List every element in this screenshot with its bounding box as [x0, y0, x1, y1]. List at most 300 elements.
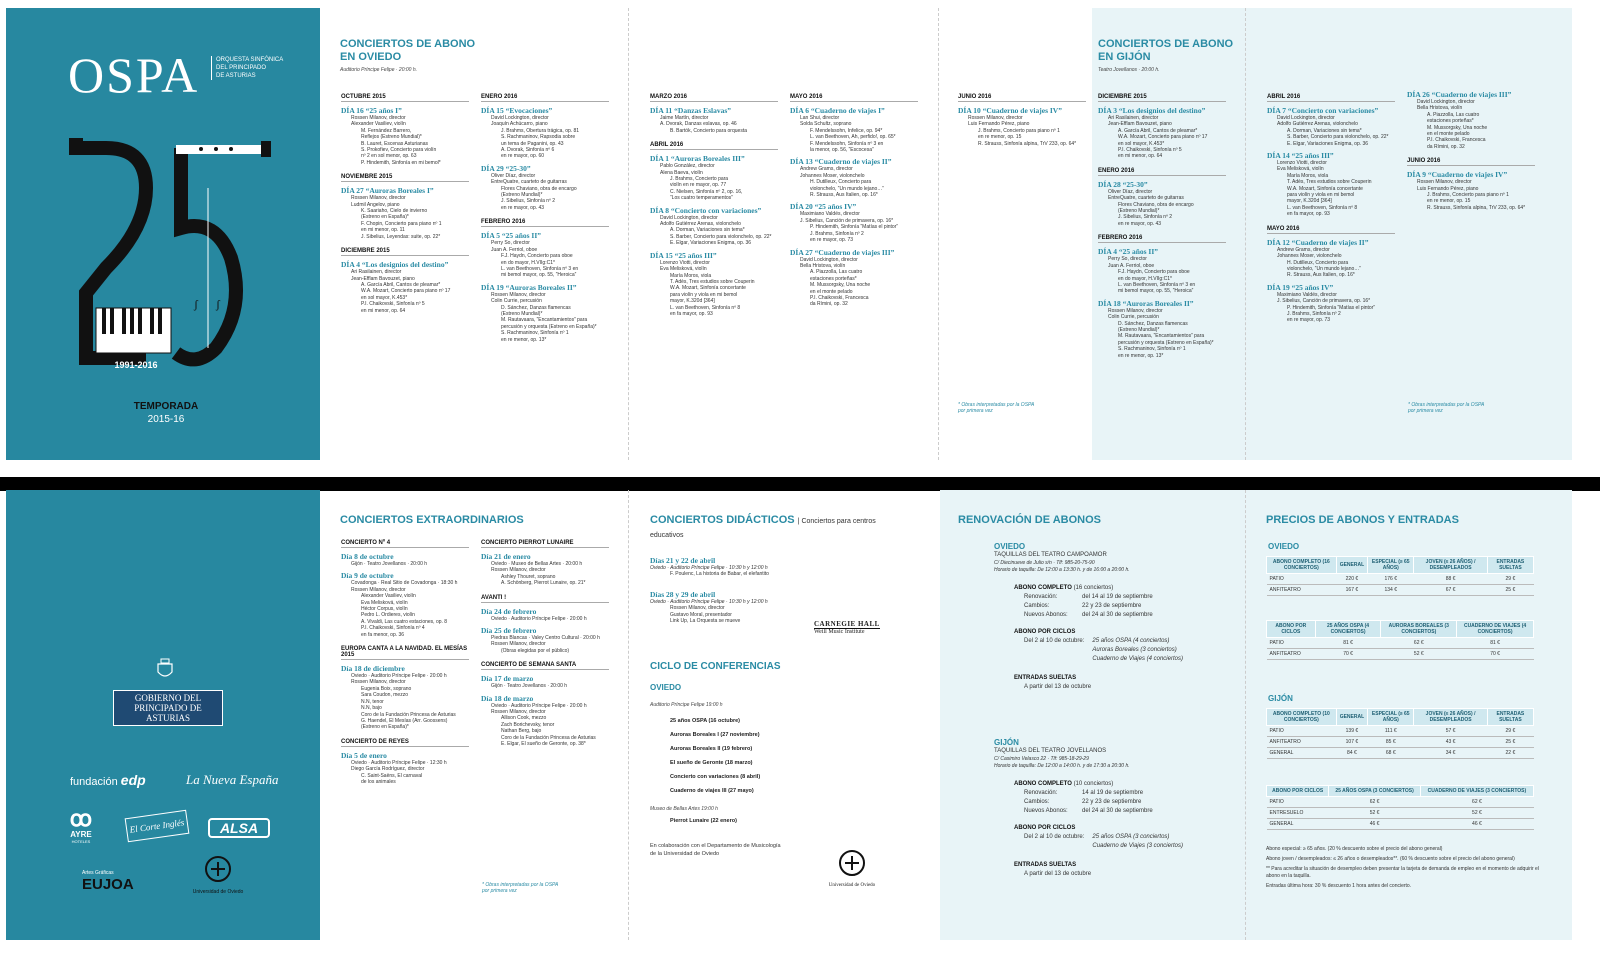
ciclo-entry: Cuaderno de Viajes (4 conciertos): [1092, 656, 1183, 662]
concert-line: en fa mayor, op. 93: [1287, 211, 1330, 218]
fold-line: [628, 8, 629, 460]
ciclo-item: 25 años OSPA (16 octubre): [670, 718, 740, 724]
table-cell: 29 €: [1487, 574, 1533, 585]
concert-line: Bella Hristova, violín: [800, 262, 846, 269]
schedule-column: [958, 86, 1086, 147]
gijon-title: CONCIERTOS DE ABONO EN GIJÓN: [1098, 38, 1234, 63]
table-cell: PATIO: [1267, 638, 1316, 649]
concert-line: (Estreno Mundial)*: [501, 310, 543, 317]
concert-line: A. Piazzolla, Las cuatro: [1427, 111, 1480, 118]
renov-row-value: del 14 al 19 de septiembre: [1082, 594, 1153, 600]
didactic-day: Días 21 y 22 de abril: [650, 556, 716, 565]
month-header: ABRIL 2016: [650, 142, 778, 150]
concert-line: Covadonga · Real Sitio de Covadonga · 18:30 h: [351, 580, 458, 587]
table-header-row: [1267, 709, 1534, 726]
concert-line: P. Hindemith, Sinfonía “Matías el pintor”: [1287, 304, 1376, 311]
table-cell: 62 €: [1381, 638, 1457, 649]
concert-line: para violín y viola en mi bemol: [1287, 192, 1355, 199]
concert-line: en mi menor, op. 11: [361, 227, 405, 234]
table-cell: 52 €: [1381, 649, 1457, 660]
season-label: [106, 400, 226, 426]
concert-day: DÍA 27 “Auroras Boreales I”: [341, 186, 434, 196]
table-header-cell: 25 AÑOS OSPA (4 CONCIERTOS): [1315, 621, 1381, 638]
table-cell: 81 €: [1315, 638, 1381, 649]
concert-line: en re menor, op. 13*: [501, 336, 547, 343]
concert-line: A. Dorman, Variaciones sin tema*: [1287, 127, 1362, 134]
table-header-cell: ENTRADAS SUELTAS: [1487, 557, 1533, 574]
concert-line: A. García Abril, Cantos de pleamar*: [1118, 127, 1198, 134]
ciclo-item: Concierto con variaciones (8 abril): [670, 774, 761, 780]
ciclos-date: Del 2 al 10 de octubre:: [1024, 638, 1085, 644]
ciclo-item: Auroras Boreales I (27 noviembre): [670, 732, 760, 738]
renov-oviedo-taquillas: TAQUILLAS DEL TEATRO CAMPOAMOR: [994, 552, 1107, 558]
eujoa-text: EUJOA: [82, 876, 134, 893]
svg-text:ʃ: ʃ: [216, 297, 220, 311]
concert-line: violonchelo, “Un mundo lejano…”: [810, 185, 884, 192]
table-cell: 43 €: [1414, 737, 1487, 748]
concert-line: Oviedo · Auditorio Príncipe Felipe · 20:00 h: [491, 615, 587, 622]
concert-line: Rossen Milanov, director: [351, 195, 406, 202]
table-header-cell: GENERAL: [1336, 709, 1367, 726]
svg-text:ʃ: ʃ: [194, 297, 198, 311]
table-cell: PATIO: [1267, 574, 1337, 585]
concert-line: P.I. Chaikovski, Sinfonía nº 4: [361, 625, 425, 632]
table-cell: PATIO: [1267, 797, 1329, 808]
concert-line: (Estreno Mundial)*: [1118, 208, 1160, 215]
fundacion-text: fundación: [70, 776, 118, 788]
corte-ingles-logo: El Corte Inglés: [125, 810, 190, 842]
concert-line: (Estreno en España)*: [361, 214, 409, 221]
concert-line: S. Rachmaninov, Sinfonía nº 1: [1118, 346, 1186, 353]
concert-line: Rossen Milanov, director: [491, 709, 546, 716]
concert-line: en re mayor, op. 73: [1287, 317, 1331, 324]
table-row: [1267, 574, 1534, 585]
ayre-sub: HOTELES: [71, 839, 91, 844]
table-cell: 67 €: [1414, 585, 1487, 596]
concert-line: Rossen Milanov, director: [491, 291, 546, 298]
concert-line: W.A. Mozart, Sinfonía concertante: [1287, 185, 1363, 192]
museo-venue: Museo de Bellas Artes 19:00 h: [650, 806, 718, 812]
renov-row: [1014, 611, 1234, 620]
table-header-row: [1267, 557, 1534, 574]
concert-line: María Moros, viola: [1287, 172, 1329, 179]
concert-line: L. van Beethoven, Sinfonía nº 8: [1287, 204, 1358, 211]
table-cell: ANFITEATRO: [1267, 737, 1337, 748]
table-row: [1267, 585, 1534, 596]
extra-note: * Obras interpretadas por la OSPA por primera vez: [482, 882, 559, 894]
concert-line: F.J. Haydn, Concierto para oboe: [501, 253, 573, 260]
sueltas-label: ENTRADAS SUELTAS: [1014, 862, 1077, 868]
concert-line: mi bemol mayor, op. 55, “Heroica”: [501, 272, 577, 279]
table-cell: 46 €: [1420, 819, 1533, 830]
renov-row-label: Nuevos Abonos:: [1024, 808, 1068, 814]
concert-line: W.A. Mozart, Concierto para piano nº 17: [361, 288, 451, 295]
renov-row: [1014, 593, 1234, 602]
concert-day: DÍA 16 “25 años I”: [341, 106, 402, 115]
table-cell: 22 €: [1487, 748, 1533, 759]
concert-line: da Rímini, op. 32: [1427, 143, 1465, 150]
month-header: MAYO 2016: [790, 94, 918, 102]
concert-line: J. Sibelius, Canción de primavera, op. 16*: [1277, 298, 1371, 305]
concert-day: DÍA 7 “Concierto con variaciones”: [1267, 106, 1379, 115]
concert-line: estaciones porteñas*: [1427, 118, 1474, 125]
colab-text: En colaboración con el Departamento de Musicología de la Universidad de Oviedo: [650, 843, 781, 857]
table-cell: 52 €: [1420, 808, 1533, 819]
concert-line: W.A. Mozart, Concierto para piano nº 17: [1118, 134, 1208, 141]
concert-day: DÍA 13 “Cuaderno de viajes II”: [790, 157, 892, 167]
concert-line: María Moros, viola: [670, 272, 712, 279]
concert-line: en re mayor, op. 60: [501, 153, 545, 160]
renov-row-value: del 24 al 30 de septiembre: [1082, 808, 1153, 814]
concert-line: (Estreno en España)*: [361, 724, 409, 731]
month-header: CONCIERTO DE REYES: [341, 739, 469, 747]
concert-line: David Lockington, director: [660, 214, 718, 221]
concert-day: DÍA 27 “Cuaderno de viajes III”: [790, 247, 895, 257]
concert-day: DÍA 28 “25-30”: [1098, 179, 1148, 189]
concert-day: DÍA 12 “Cuaderno de viajes II”: [1267, 237, 1369, 247]
concert-line: violonchelo, “Un mundo lejano…”: [1287, 265, 1361, 272]
uni-oviedo-logo: [190, 854, 246, 895]
table-cell: 46 €: [1329, 819, 1421, 830]
concert-line: la menor, op. 56, “Escocesa”: [810, 147, 874, 154]
renov-row-label: Renovación:: [1024, 790, 1058, 796]
table-cell: 139 €: [1336, 726, 1367, 737]
uni-oviedo-didact-logo: [820, 848, 884, 888]
concert-line: Luis Fernando Pérez, piano: [1417, 185, 1479, 192]
concert-line: violín en re mayor, op. 77: [670, 182, 727, 189]
concert-line: L. van Beethoven, Ah, perfido!, op. 65*: [810, 134, 896, 141]
renov-row: [1014, 789, 1234, 798]
sueltas-date: A partir del 13 de octubre: [1024, 684, 1092, 690]
renov-oviedo-abono: [994, 584, 1234, 692]
concert-line: Lorenzo Viotti, director: [660, 259, 710, 266]
concert-line: D. Sánchez, Danzas flamencas: [501, 304, 571, 311]
concert-line: Flores Chaviano, obra de encargo: [1118, 201, 1194, 208]
concert-line: Oliver Díaz, director: [1108, 188, 1153, 195]
price-note: ** Para acreditar la situación de desempleo deben presentar la tarjeta de demanda de empleo en el momento de adquirir el abono en la taquilla.: [1266, 866, 1539, 879]
concert-line: Pablo González, director: [660, 163, 715, 170]
concert-line: Eva Melisková, violín: [361, 599, 408, 606]
edp-text: edp: [120, 772, 146, 788]
concert-line: Oviedo · Auditorio Príncipe Felipe · 12:30 h: [351, 759, 447, 766]
month-header: OCTUBRE 2015: [341, 94, 469, 102]
concert-day: Día 9 de octubre: [341, 571, 394, 581]
schedule-column: [1098, 86, 1226, 359]
didacticos-section: [650, 514, 910, 632]
table-cell: 70 €: [1457, 649, 1534, 660]
concert-day: Día 5 de enero: [341, 750, 387, 760]
concert-line: F.J. Haydn, Concierto para oboe: [1118, 269, 1190, 276]
concert-day: DÍA 19 “25 años IV”: [1267, 282, 1334, 292]
oviedo-note: * Obras interpretadas por la OSPA por primera vez: [958, 402, 1035, 414]
gijon-abono-section: [1098, 38, 1233, 73]
table-cell: 88 €: [1414, 574, 1487, 585]
concert-line: Eugenia Boix, soprano: [361, 685, 412, 692]
concert-line: mayor, K.320d [364]: [1287, 198, 1332, 205]
ciclo-item: Cuaderno de viajes III (27 mayo): [670, 788, 754, 794]
concert-day: Día 24 de febrero: [481, 606, 537, 616]
month-header: ENERO 2016: [1098, 168, 1226, 176]
concert-day: DÍA 1 “Auroras Boreales III”: [650, 154, 745, 164]
concert-line: F. Chopin, Concierto para piano nº 1: [361, 220, 442, 227]
concert-line: para violín y viola en mi bemol: [670, 291, 738, 298]
concert-day: DÍA 8 “Concierto con variaciones”: [650, 205, 762, 215]
eujoa-logo: [82, 870, 134, 893]
fold-line: [1245, 490, 1246, 940]
concert-line: Maximiano Valdés, director: [800, 211, 860, 218]
fold-line: [938, 8, 939, 460]
oviedo-venue: Auditorio Príncipe Felipe · 20:00 h.: [340, 67, 417, 73]
concert-line: P.I. Chaikovski, Sinfonía nº 5: [1118, 147, 1182, 154]
table-cell: ENTRESUELO: [1267, 808, 1329, 819]
concert-line: S. Prokofiev, Concierto para violín: [361, 147, 437, 154]
ciclo-venue: Auditorio Príncipe Felipe 19:00 h: [650, 702, 723, 708]
concert-line: estaciones porteñas*: [810, 275, 857, 282]
concert-line: Andrew Grams, director: [800, 166, 853, 173]
renov-gijon-taquillas: TAQUILLAS DEL TEATRO JOVELLANOS: [994, 748, 1107, 754]
concert-line: Joaquín Achúcarro, piano: [491, 121, 548, 128]
month-header: NOVIEMBRE 2015: [341, 174, 469, 182]
concert-line: en fa menor, op. 36: [361, 631, 405, 638]
brand-subtitle: [211, 56, 283, 80]
renov-gijon-abono: [994, 780, 1234, 879]
concert-line: Flores Chaviano, obra de encargo: [501, 185, 577, 192]
concert-line: P. Hindemith, Sinfonía “Matías el pintor”: [810, 224, 899, 231]
concert-line: R. Strauss, Aus Italien, op. 16*: [810, 192, 878, 199]
month-header: DICIEMBRE 2015: [1098, 94, 1226, 102]
concert-line: J. Sibelius, Sinfonía nº 2: [1118, 214, 1173, 221]
concert-line: Oviedo · Auditorio Príncipe Felipe · 20:00 h: [491, 702, 587, 709]
concert-line: en mi menor, op. 64: [1118, 153, 1163, 160]
price-table-gijon-completo: [1266, 708, 1534, 759]
temporada-text: TEMPORADA: [133, 401, 199, 412]
renov-row-label: Renovación:: [1024, 594, 1058, 600]
concert-line: en do mayor, H.VIIg:C1*: [1118, 275, 1172, 282]
renov-oviedo-horario: Horario de taquilla: De 12:00 a 13:30 h. y de 16:00 a 20:00 h.: [994, 567, 1130, 573]
concert-day: Día 21 de enero: [481, 552, 531, 561]
uni-oviedo-text: Universidad de Oviedo: [192, 889, 244, 895]
table-cell: 29 €: [1487, 726, 1533, 737]
concert-line: H. Dutilleux, Concierto para: [810, 179, 872, 186]
table-cell: 85 €: [1368, 737, 1414, 748]
table-header-cell: AURORAS BOREALES (3 CONCIERTOS): [1381, 621, 1457, 638]
concert-line: R. Strauss, Sinfonía alpina, TrV 233, op. 64*: [1427, 204, 1526, 211]
renov-gijon-horario: Horario de taquilla: De 12:00 a 14:00 h. y de 17:30 a 20:30 h.: [994, 763, 1130, 769]
concert-line: C. Nielsen, Sinfonía nº 2, op. 16,: [670, 188, 743, 195]
concert-day: DÍA 15 “25 años III”: [650, 250, 717, 260]
concert-line: David Lockington, director: [491, 115, 549, 121]
concert-line: en re menor, op. 15: [1427, 198, 1471, 205]
concert-day: Día 18 de marzo: [481, 693, 534, 703]
concert-line: J. Brahms, Sinfonía nº 2: [810, 230, 864, 237]
schedule-column: [1267, 86, 1395, 324]
concert-line: (Estreno Mundial)*: [1118, 326, 1160, 333]
concert-line: Perry So, director: [491, 240, 530, 247]
table-cell: 220 €: [1336, 574, 1367, 585]
concert-line: Eva Melisková, violín: [660, 266, 707, 273]
concert-line: EntreQuatre, cuarteto de guitarras: [491, 179, 567, 186]
concert-line: Rossen Milanov, director: [491, 567, 546, 574]
month-header: AVANTI !: [481, 595, 609, 603]
concert-line: A. García Abril, Cantos de pleamar*: [361, 281, 441, 288]
didacticos-subtitle: | Conciertos para centros educativos: [650, 518, 876, 539]
table-header-cell: 25 AÑOS OSPA (3 CONCIERTOS): [1329, 786, 1421, 797]
concert-line: A. Dvorak, Sinfonía nº 6: [501, 147, 555, 154]
concert-line: en re mayor, op. 43: [1118, 220, 1162, 227]
concert-line: A. Dorman, Variaciones sin tema*: [670, 227, 745, 234]
table-header-row: [1267, 786, 1534, 797]
concert-line: Solda Schultz, soprano: [800, 121, 852, 128]
concert-line: Juan A. Ferriol, oboe: [491, 246, 538, 253]
month-header: CONCIERTO DE SEMANA SANTA: [481, 662, 609, 670]
schedule-column: [341, 532, 469, 785]
table-cell: 70 €: [1315, 649, 1381, 660]
table-header-cell: CUADERNO DE VIAJES (3 CONCIERTOS): [1420, 786, 1533, 797]
concert-line: Lorenzo Viotti, director: [1277, 160, 1327, 167]
month-header: JUNIO 2016: [1407, 158, 1535, 166]
concert-line: de los animales: [361, 778, 396, 785]
ciclos-label: ABONO POR CICLOS: [1014, 629, 1076, 635]
table-header-cell: JOVEN (≤ 26 AÑOS) / DESEMPLEADOS: [1414, 709, 1487, 726]
renov-row-label: Cambios:: [1024, 603, 1050, 609]
table-header-cell: ABONO COMPLETO (10 CONCIERTOS): [1267, 709, 1337, 726]
ciclo-title: CICLO DE CONFERENCIAS: [650, 661, 781, 672]
concert-line: Gijón · Teatro Jovellanos · 20:00 h: [351, 561, 428, 567]
concert-line: M. Mussorgsky, Una noche: [1427, 124, 1488, 131]
abono-completo-sub: (16 conciertos): [1073, 585, 1114, 591]
renov-row-value: 22 y 23 de septiembre: [1082, 799, 1142, 805]
fundacion-edp-logo: [70, 772, 146, 788]
asturias-crest-icon: [156, 658, 174, 680]
concert-line: Diego García Rodríguez, director: [351, 766, 425, 773]
concert-line: Rossen Milanov, director: [351, 679, 406, 686]
brand-sub-line: DE ASTURIAS: [216, 73, 256, 79]
concert-line: J. Brahms, Concierto para: [670, 176, 729, 183]
spacer: [650, 578, 910, 586]
uni-crest-icon: [837, 848, 867, 878]
ayre-logo: ꝏ AYRE HOTELES: [60, 808, 102, 844]
schedule-column: [481, 86, 609, 343]
schedule-column: [650, 86, 778, 317]
concert-line: W.A. Mozart, Sinfonía concertante: [670, 285, 746, 292]
table-cell: 107 €: [1336, 737, 1367, 748]
concert-line: Rossen Milanov, director: [1417, 179, 1472, 186]
table-header-cell: ESPECIAL (≥ 65 AÑOS): [1368, 709, 1414, 726]
price-table-oviedo-completo: [1266, 556, 1534, 596]
concert-line: C. Saint-Saëns, El carnaval: [361, 772, 423, 779]
table-header-cell: ENTRADAS SUELTAS: [1487, 709, 1533, 726]
concert-line: G. Haendel, El Mesías (Arr. Goossens): [361, 717, 448, 724]
precios-title: PRECIOS DE ABONOS Y ENTRADAS: [1266, 514, 1459, 526]
concert-line: Ari Rasilainen, director: [351, 269, 402, 276]
month-header: CONCIERTO Nº 4: [341, 540, 469, 548]
concert-line: un tema de Paganini, op. 43: [501, 140, 564, 147]
concert-line: “Los cuatro temperamentos”: [670, 195, 733, 202]
concert-day: DÍA 14 “25 años III”: [1267, 151, 1334, 161]
ciclo-section: [650, 660, 910, 858]
concert-line: Pedro L. Ordieres, violín: [361, 612, 415, 619]
concert-line: J. Brahms, Obertura trágica, op. 81: [501, 127, 580, 134]
concert-line: Adolfo Gutiérrez Arenas, violonchelo: [660, 221, 741, 228]
table-cell: 84 €: [1336, 748, 1367, 759]
concert-line: en el monte pelado: [1427, 131, 1470, 138]
price-notes: [1266, 846, 1546, 893]
concert-line: Oviedo · Museo de Bellas Artes · 20:00 h: [491, 561, 583, 567]
concert-line: F. Mendelssohn, Infelice, op. 94*: [810, 127, 883, 134]
didactic-day: Días 28 y 29 de abril: [650, 589, 716, 599]
table-cell: 25 €: [1487, 737, 1533, 748]
concert-line: David Lockington, director: [1417, 99, 1475, 105]
concert-line: Rossen Milanov, director: [351, 115, 406, 121]
nueva-espana-logo: La Nueva España: [186, 772, 279, 787]
renov-gijon-address: C/ Casimiro Velasco 22 · Tlf: 985-18-29-29: [994, 756, 1089, 762]
renov-gijon: [994, 738, 1234, 879]
concert-line: Maximiano Valdés, director: [1277, 291, 1337, 298]
concert-line: Coro de la Fundación Princesa de Asturias: [361, 711, 456, 718]
fold-line: [628, 490, 629, 940]
concert-line: David Lockington, director: [800, 256, 858, 263]
table-cell: 52 €: [1329, 808, 1421, 819]
concert-line: J. Sibelius, Canción de primavera, op. 16*: [800, 217, 894, 224]
price-note: Abono joven / desempleados: ≤ 26 años o desempleados**. (60 % descuento sobre el precio del abono general): [1266, 856, 1515, 862]
precios-oviedo: OVIEDO: [1268, 542, 1300, 551]
renov-oviedo: [994, 542, 1234, 692]
sponsors-panel: [6, 490, 320, 940]
concert-line: Jean-Efflam Bavouzet, piano: [1108, 121, 1172, 128]
sueltas-date: A partir del 13 de octubre: [1024, 871, 1092, 877]
concert-line: percusión y orquesta (Estreno en España)*: [1118, 339, 1214, 346]
month-header: MARZO 2016: [650, 94, 778, 102]
concert-line: L. van Beethoven, Sinfonía nº 8: [670, 304, 741, 311]
concert-line: (Estreno Mundial)*: [501, 192, 543, 199]
concert-line: A. Dvorak, Danzas eslavas, op. 46: [660, 121, 737, 128]
concert-line: A. Schönberg, Pierrot Lunaire, op. 21*: [501, 580, 586, 587]
concert-line: en re mayor, op. 73: [810, 237, 854, 244]
table-cell: 62 €: [1420, 797, 1533, 808]
concert-line: David Lockington, director: [1277, 115, 1335, 121]
concert-line: Jean-Efflam Bavouzet, piano: [351, 275, 415, 282]
concert-line: M. Rautavaara, “Encantamientos” para: [1118, 333, 1205, 340]
uni-oviedo-crest-icon: [203, 854, 233, 884]
ciclo-entry: Auroras Boreales (3 conciertos): [1092, 647, 1177, 653]
concert-line: M. Rautavaara, “Encantamientos” para: [501, 317, 588, 324]
table-row: [1267, 649, 1534, 660]
table-row: [1267, 638, 1534, 649]
concert-line: en sol mayor, K.453*: [1118, 140, 1165, 147]
table-cell: 34 €: [1414, 748, 1487, 759]
concert-day: DÍA 26 “Cuaderno de viajes III”: [1407, 90, 1512, 99]
renov-row: [1014, 602, 1234, 611]
concert-line: Oliver Díaz, director: [491, 172, 536, 179]
renov-gijon-city: GIJÓN: [994, 738, 1019, 747]
table-cell: ANFITEATRO: [1267, 649, 1316, 660]
concert-line: Adolfo Gutiérrez Arenas, violonchelo: [1277, 121, 1358, 128]
concert-line: Andrew Grams, director: [1277, 246, 1330, 253]
concert-line: A. Vivaldi, Las cuatro estaciones, op. 8: [361, 618, 448, 625]
abono-completo-label: ABONO COMPLETO: [1014, 781, 1072, 787]
gobierno-logo: GOBIERNO DEL PRINCIPADO DE ASTURIAS: [113, 690, 223, 726]
table-cell: PATIO: [1267, 726, 1337, 737]
renov-row-value: del 24 al 30 de septiembre: [1082, 612, 1153, 618]
renov-row: [1014, 807, 1234, 816]
table-header-cell: GENERAL: [1336, 557, 1367, 574]
concert-line: E. Elgar, El sueño de Geronte, op. 38*: [501, 741, 586, 748]
table-row: [1267, 748, 1534, 759]
years-range: 1991-2016: [114, 360, 158, 370]
price-note: Entradas última hora: 30 % descuento 1 hora antes del concierto.: [1266, 883, 1412, 889]
schedule-column: [790, 86, 918, 308]
concert-line: Perry So, director: [1108, 256, 1147, 263]
